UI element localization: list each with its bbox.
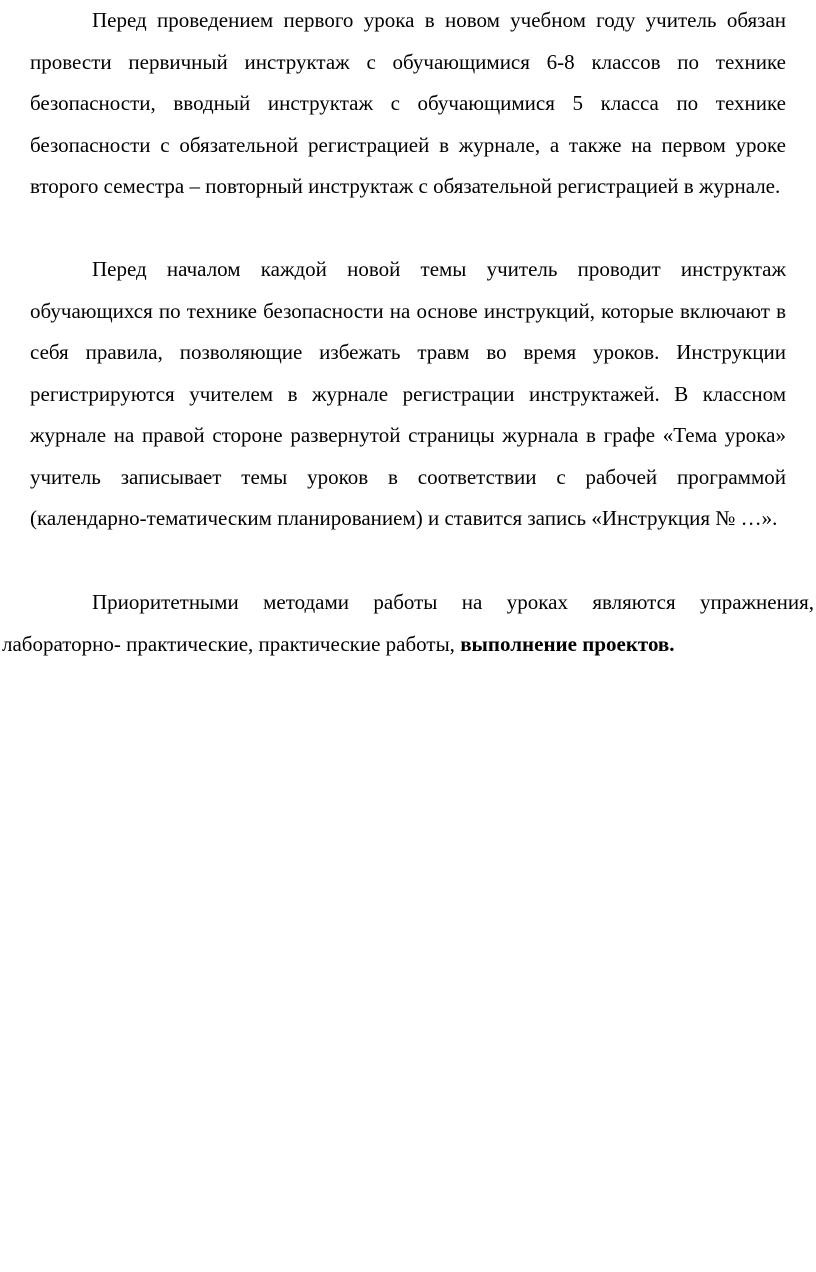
paragraph-1-text: Перед проведением первого урока в новом учебном году учитель обязан провести первичный инструктаж с обучающимися 6-8 классов по технике безопасности, вводный инструктаж с обучающимися 5 класса по технике безопасности с обязательной регистрацией в журнале, а также на первом уроке второго семестра – повторный инструктаж с обязательной регистрацией в журнале. (30, 8, 786, 198)
paragraph-3-bold-text: выполнение проектов. (460, 631, 675, 656)
paragraph-1 (30, 0, 786, 208)
paragraph-3-text: Приоритетными методами работы на уроках являются упражнения, лабораторно- практические, практические работы, (2, 590, 814, 656)
paragraph-3 (2, 582, 814, 665)
paragraph-2 (30, 249, 786, 540)
paragraph-2-text: Перед началом каждой новой темы учитель проводит инструктаж обучающихся по технике безопасности на основе инструкций, которые включают в себя правила, позволяющие избежать травм во время уроков. Инструкции регистрируются учителем в журнале регистрации инструктажей. В классном журнале на правой стороне развернутой страницы журнала в графе «Тема урока» учитель записывает темы уроков в соответствии с рабочей программой (календарно-тематическим планированием) и ставится запись «Инструкция № …». (30, 257, 786, 530)
